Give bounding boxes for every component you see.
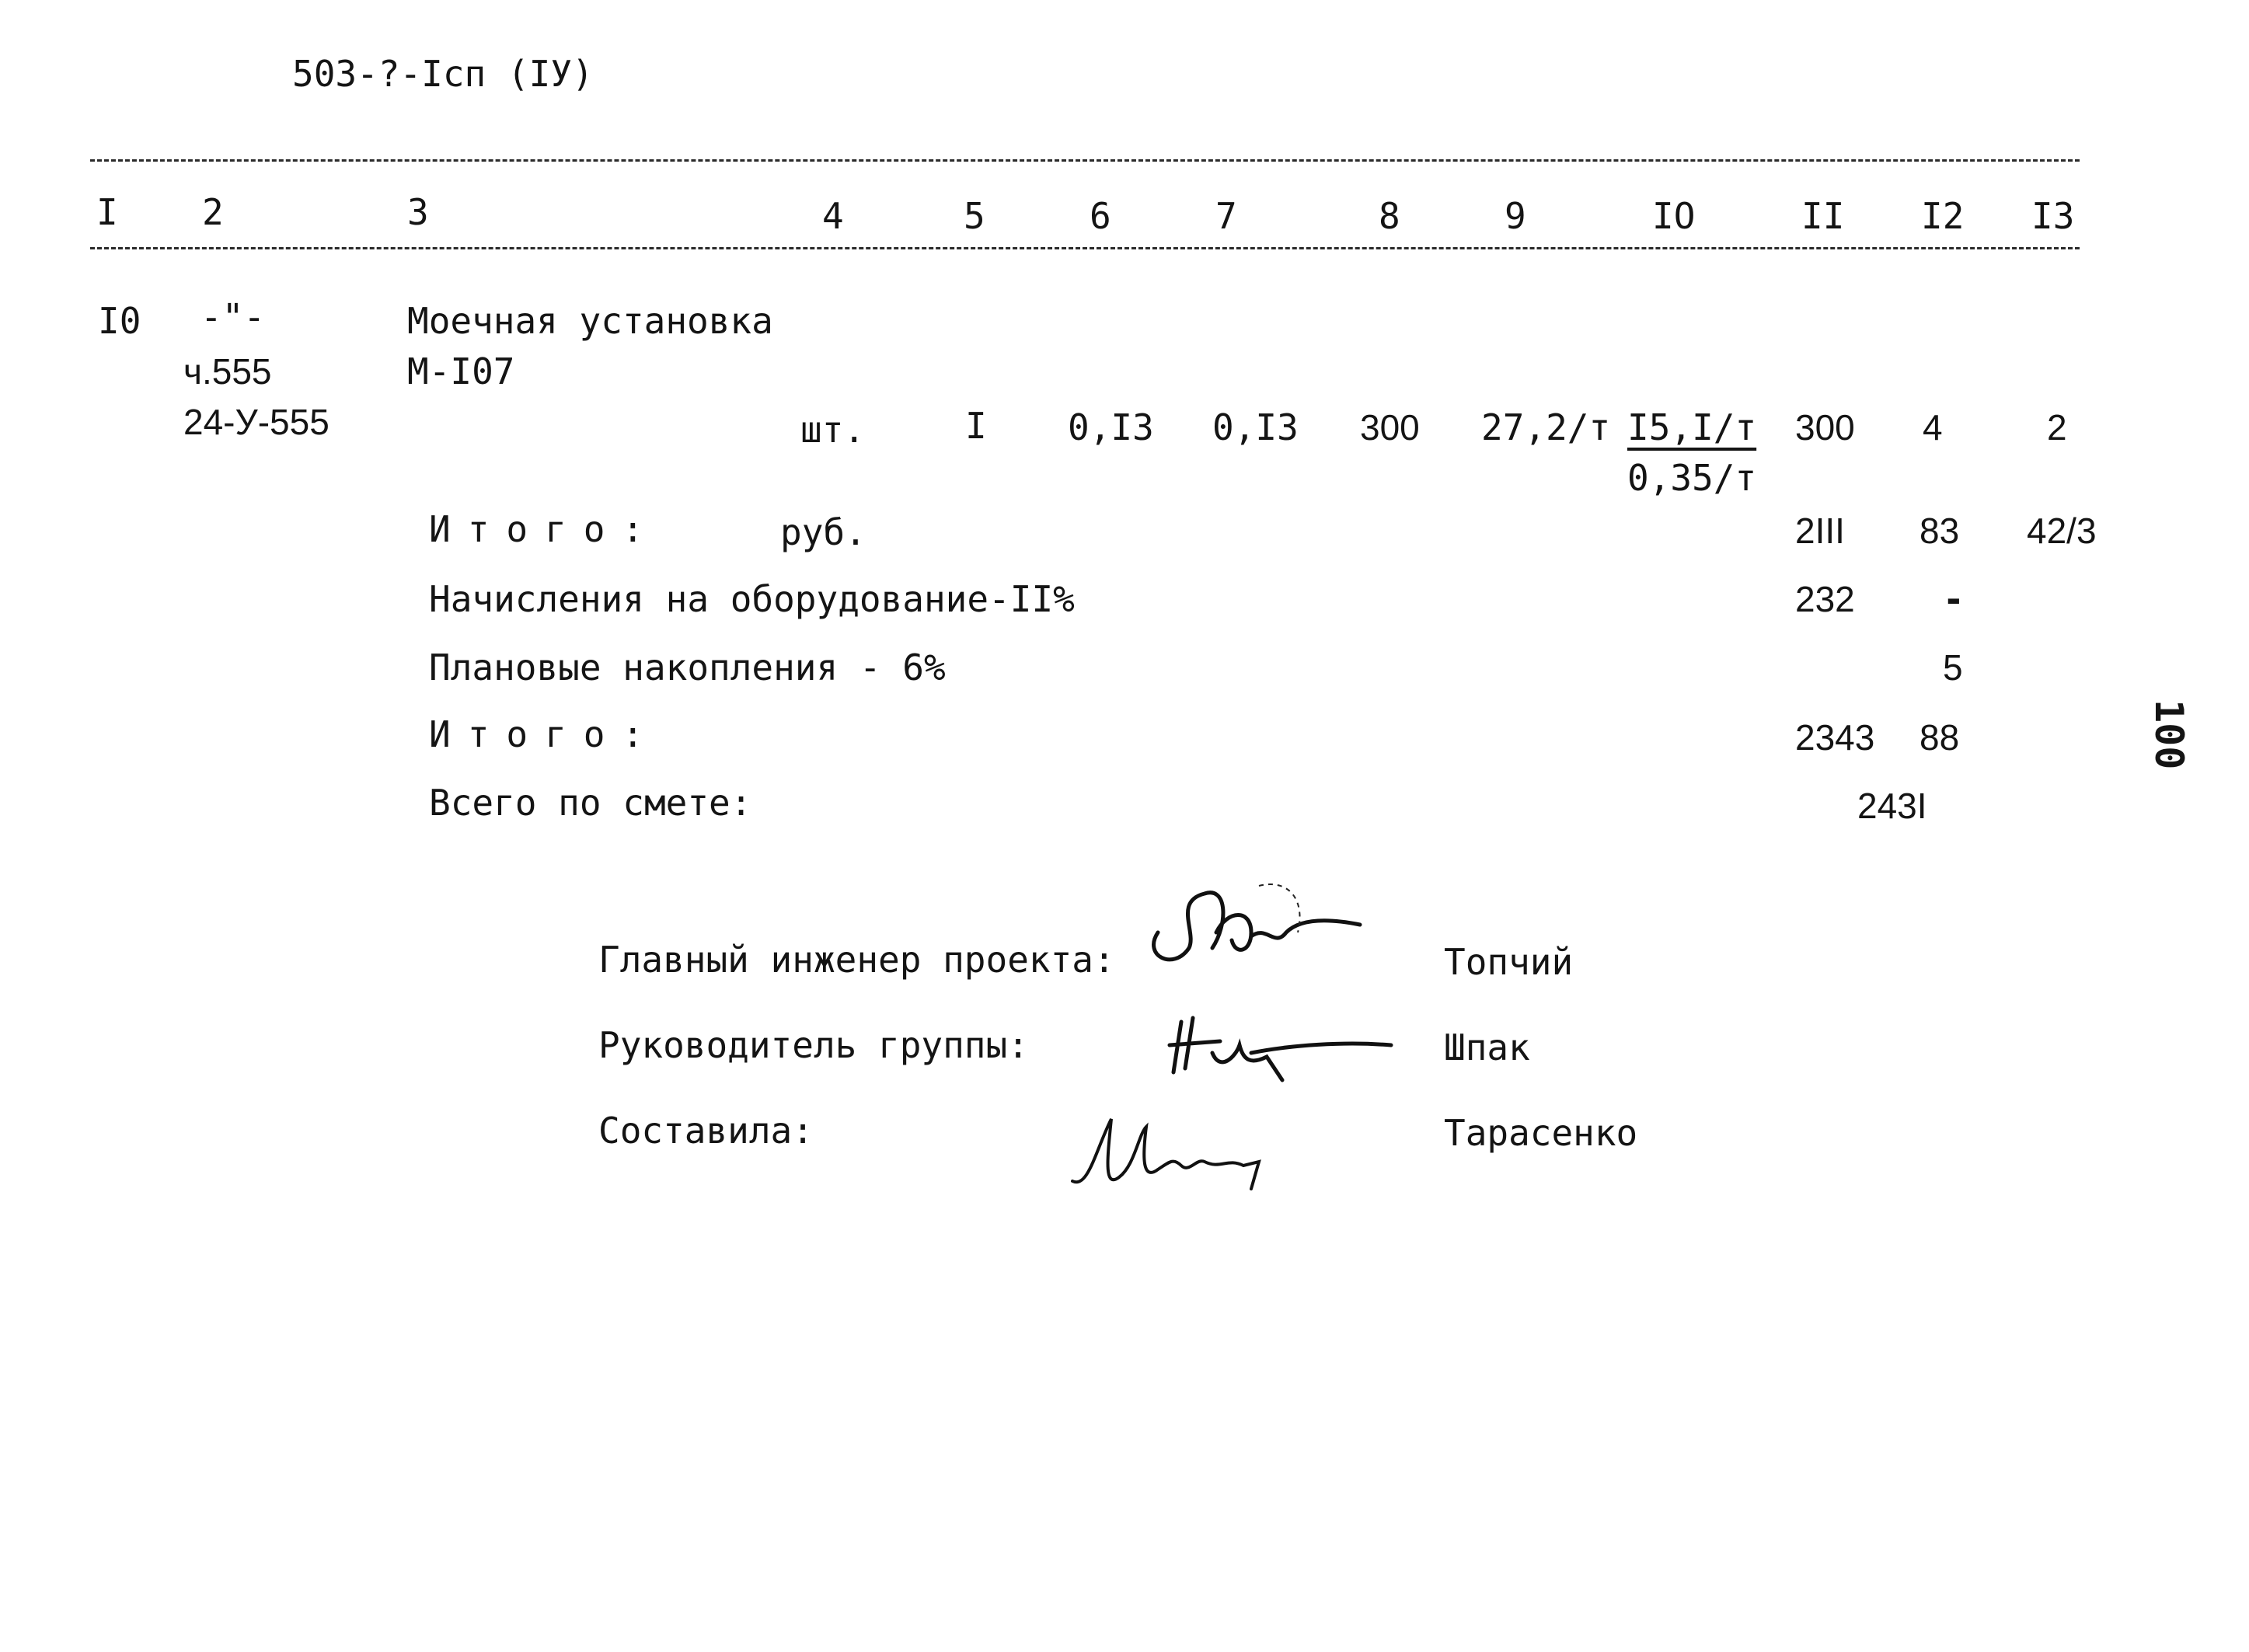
col-header-9: 9: [1505, 195, 1526, 237]
row-col12: 4: [1923, 407, 1943, 448]
nachisleniya-col12: -: [1943, 578, 1965, 620]
col-header-8: 8: [1379, 195, 1400, 237]
row-ref-code: 24-У-555: [183, 402, 330, 442]
itogo-label-2: Итого:: [429, 713, 661, 755]
nachisleniya-label: Начисления на оборудование-II%: [429, 578, 1075, 620]
nachisleniya-col11: 232: [1795, 579, 1855, 619]
page-number: 100: [2146, 699, 2191, 770]
col-header-11: II: [1801, 195, 1845, 237]
col-header-7: 7: [1215, 195, 1237, 237]
row-col10-bottom: 0,35/т: [1627, 457, 1757, 499]
col-header-2: 2: [202, 191, 224, 233]
document-code: 503-?-Iсп (IУ): [292, 53, 594, 95]
handwritten-signature-2: [1166, 1010, 1399, 1096]
handwritten-signature-1: [1142, 878, 1376, 995]
signature-role-1: Главный инженер проекта:: [598, 939, 1115, 981]
header-bottom-rule: [90, 247, 2080, 249]
col-header-10: IO: [1652, 195, 1696, 237]
vsego-label: Всего по смете:: [429, 782, 752, 824]
signature-name-3: Тарасенко: [1444, 1112, 1638, 1154]
handwritten-signature-3: [1065, 1103, 1282, 1212]
signature-name-1: Топчий: [1444, 941, 1574, 983]
signature-role-3: Составила:: [598, 1110, 814, 1152]
row-ditto: -"-: [200, 296, 266, 338]
col-header-1: I: [96, 191, 118, 233]
row-col10-top: I5,I/т: [1627, 406, 1757, 448]
itogo-col11: 2III: [1795, 511, 1845, 551]
planovye-col12: 5: [1943, 647, 1963, 688]
row-col6: 0,I3: [1068, 406, 1154, 448]
row-col9: 27,2/т: [1481, 406, 1611, 448]
col-header-6: 6: [1090, 195, 1111, 237]
col-header-12: I2: [1921, 195, 1965, 237]
row-name-line2: М-I07: [407, 350, 515, 392]
itogo2-col11: 2343: [1795, 717, 1875, 758]
itogo2-col12: 88: [1919, 717, 1960, 758]
row-number: I0: [98, 300, 141, 342]
itogo-unit: руб.: [780, 511, 866, 553]
vsego-value: 243I: [1857, 786, 1927, 826]
planovye-label: Плановые накопления - 6%: [429, 647, 946, 688]
itogo-col12: 83: [1919, 511, 1960, 551]
col-header-3: 3: [407, 191, 429, 233]
signature-role-2: Руководитель группы:: [598, 1024, 1029, 1066]
itogo-col13: 42/3: [2027, 511, 2097, 551]
itogo-label-1: Итого:: [429, 508, 661, 550]
col-header-5: 5: [964, 195, 985, 237]
row-name-line1: Моечная установка: [407, 300, 773, 342]
row-col8: 300: [1360, 407, 1420, 448]
col-header-4: 4: [822, 195, 844, 237]
row-ref-part: ч.555: [183, 351, 272, 392]
row-col11: 300: [1795, 407, 1855, 448]
header-top-rule: [90, 159, 2080, 162]
row-qty: I: [965, 405, 987, 447]
signature-name-2: Шпак: [1444, 1026, 1530, 1068]
col-header-13: I3: [2031, 195, 2075, 237]
row-col13: 2: [2047, 407, 2067, 448]
row-unit: шт.: [800, 409, 866, 451]
row-col7: 0,I3: [1212, 406, 1299, 448]
